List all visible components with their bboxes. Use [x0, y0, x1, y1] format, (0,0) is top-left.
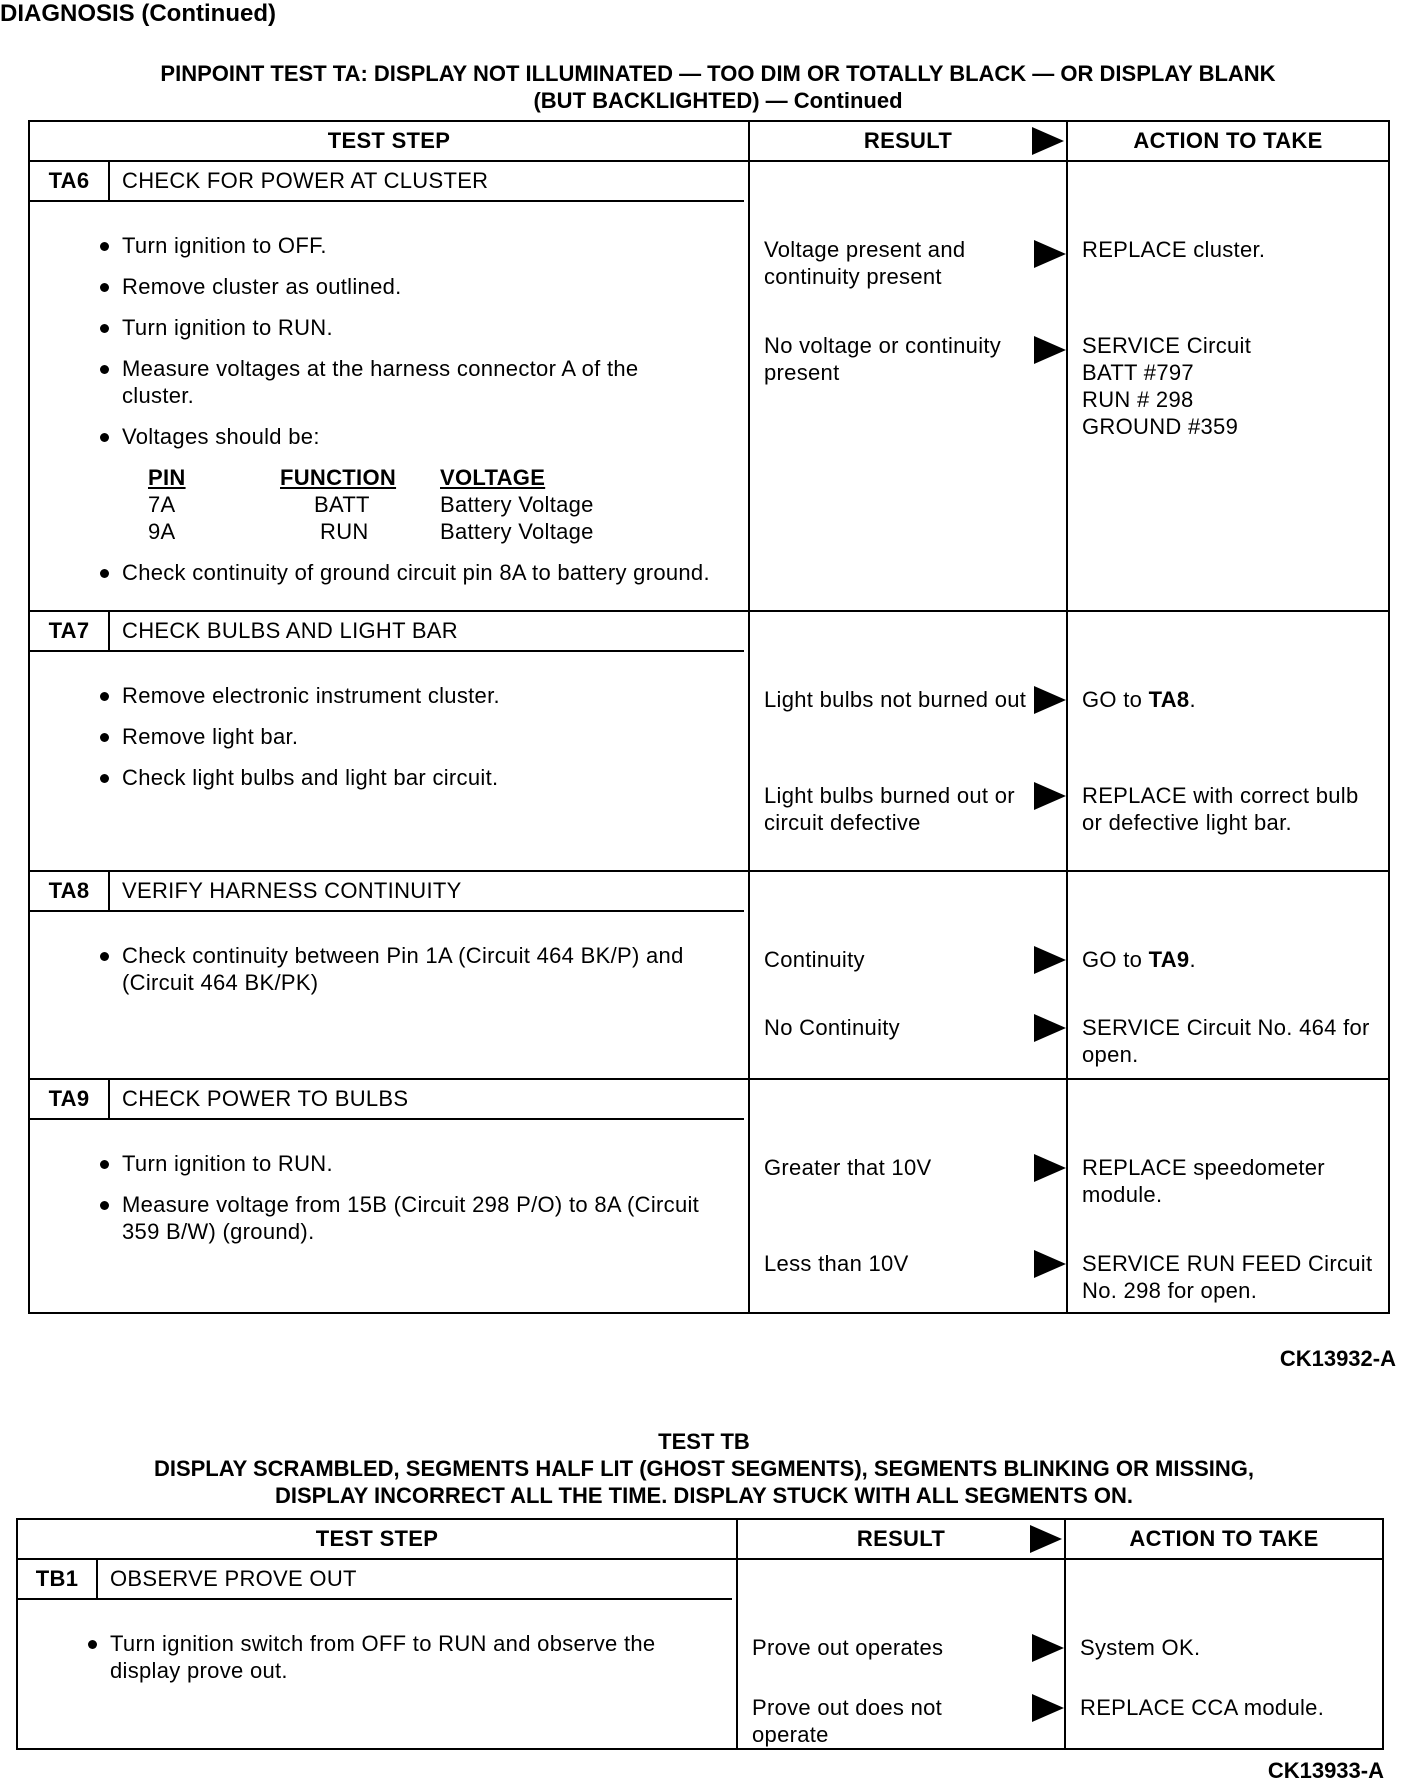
- list-item: Measure voltages at the harness connector A of the cluster.: [122, 355, 734, 409]
- result-text: Light bulbs burned out or circuit defective: [764, 783, 1015, 835]
- arrow-right-icon: [1032, 1694, 1064, 1722]
- action-header: ACTION TO TAKE: [1067, 121, 1389, 161]
- list-item: Check continuity between Pin 1A (Circuit 464 BK/P) and (Circuit 464 BK/PK): [122, 942, 734, 996]
- list-item: Remove electronic instrument cluster.: [122, 682, 734, 709]
- test-step-header: TEST STEP: [17, 1519, 737, 1559]
- action-cell: [1067, 611, 1389, 871]
- list-item: Voltages should be:: [122, 423, 734, 450]
- step-cell: [29, 611, 749, 871]
- list-item: Remove cluster as outlined.: [122, 273, 734, 300]
- step-header: [30, 1080, 744, 1120]
- test-ta-title: [28, 60, 1408, 114]
- step-cell: [17, 1559, 737, 1749]
- action-prefix: GO to: [1082, 687, 1149, 712]
- table-cell: RUN: [320, 519, 369, 544]
- arrow-right-icon: [1034, 1250, 1066, 1278]
- step-bullet-list: [30, 682, 748, 791]
- list-item: Check light bulbs and light bar circuit.: [122, 764, 734, 791]
- step-header: [30, 872, 744, 912]
- action-text: [1082, 686, 1380, 713]
- step-header: [18, 1560, 732, 1600]
- arrow-right-icon: [1034, 1154, 1066, 1182]
- result-text: Less than 10V: [764, 1251, 909, 1276]
- step-id: TA7: [30, 612, 110, 650]
- list-item: Check continuity of ground circuit pin 8A to battery ground.: [122, 559, 734, 586]
- action-cell: [1067, 871, 1389, 1079]
- test-step-row: [29, 611, 1389, 871]
- action-suffix: .: [1189, 947, 1196, 972]
- result-cell: [749, 1079, 1067, 1313]
- test-step-header: TEST STEP: [29, 121, 749, 161]
- action-text: REPLACE speedometer module.: [1082, 1155, 1325, 1207]
- table-cell: Battery Voltage: [440, 492, 594, 517]
- figure-id: CK13932-A: [1279, 1346, 1396, 1371]
- action-text: REPLACE cluster.: [1082, 237, 1266, 262]
- arrow-right-icon: [1032, 1634, 1064, 1662]
- function-column-header: FUNCTION: [280, 465, 397, 490]
- list-item: Remove light bar.: [122, 723, 734, 750]
- result-text: Voltage present and continuity present: [764, 237, 966, 289]
- test-tb-title-line2: DISPLAY SCRAMBLED, SEGMENTS HALF LIT (GHOST SEGMENTS), SEGMENTS BLINKING OR MISSING,: [153, 1456, 1255, 1481]
- test-tb-title: [0, 1428, 1408, 1509]
- test-step-row: [29, 871, 1389, 1079]
- list-item: Turn ignition to RUN.: [122, 314, 734, 341]
- result-cell: [749, 871, 1067, 1079]
- action-line: BATT #797: [1082, 360, 1194, 385]
- step-header: [30, 162, 744, 202]
- action-text: [1082, 946, 1380, 973]
- test-step-row: [29, 161, 1389, 611]
- arrow-right-icon: [1034, 782, 1066, 810]
- result-cell: [737, 1559, 1065, 1749]
- step-id: TB1: [18, 1560, 98, 1598]
- test-step-row: [29, 1079, 1389, 1313]
- step-title: CHECK FOR POWER AT CLUSTER: [122, 168, 489, 193]
- result-text: Prove out operates: [752, 1635, 944, 1660]
- result-header: [737, 1519, 1065, 1559]
- arrow-right-icon: [1034, 336, 1066, 364]
- test-ta-table: [28, 120, 1390, 1314]
- result-text: No Continuity: [764, 1015, 900, 1040]
- voltage-column-header: VOLTAGE: [440, 465, 546, 490]
- test-ta-title-line1: PINPOINT TEST TA: DISPLAY NOT ILLUMINATED — TOO DIM OR TOTALLY BLACK — OR DISPLAY BLANK: [160, 61, 1276, 86]
- step-title: CHECK POWER TO BULBS: [122, 1086, 409, 1111]
- result-header: [749, 121, 1067, 161]
- result-cell: [749, 611, 1067, 871]
- result-cell: [749, 161, 1067, 611]
- table-cell: 9A: [148, 519, 176, 544]
- arrow-right-icon: [1034, 686, 1066, 714]
- arrow-right-icon: [1034, 240, 1066, 268]
- table-cell: BATT: [314, 492, 370, 517]
- result-text: Prove out does not operate: [752, 1695, 943, 1747]
- test-tb-table: [16, 1518, 1384, 1750]
- pin-voltage-table: [148, 464, 594, 545]
- action-prefix: GO to: [1082, 947, 1149, 972]
- step-title: VERIFY HARNESS CONTINUITY: [122, 878, 462, 903]
- table-cell: Battery Voltage: [440, 519, 594, 544]
- action-header: ACTION TO TAKE: [1065, 1519, 1383, 1559]
- action-cell: [1065, 1559, 1383, 1749]
- list-item: Turn ignition to OFF.: [122, 232, 734, 259]
- action-text: SERVICE RUN FEED Circuit No. 298 for open.: [1082, 1251, 1373, 1303]
- list-item: Measure voltage from 15B (Circuit 298 P/O) to 8A (Circuit 359 B/W) (ground).: [122, 1191, 734, 1245]
- step-reference-link[interactable]: TA9: [1148, 947, 1190, 972]
- step-id: TA9: [30, 1080, 110, 1118]
- test-ta-title-line2: (BUT BACKLIGHTED) — Continued: [533, 88, 903, 113]
- test-step-row: [17, 1559, 1383, 1749]
- table-row: [148, 491, 594, 518]
- table-row: [148, 518, 594, 545]
- result-text: No voltage or continuity present: [764, 333, 1002, 385]
- list-item: Turn ignition to RUN.: [122, 1150, 734, 1177]
- step-cell: [29, 161, 749, 611]
- result-text: Continuity: [764, 947, 865, 972]
- step-bullet-list: [18, 1630, 736, 1684]
- step-bullet-list: [30, 559, 748, 586]
- figure-id: CK13933-A: [1267, 1758, 1384, 1783]
- result-text: Greater that 10V: [764, 1155, 932, 1180]
- page-header: DIAGNOSIS (Continued): [0, 0, 276, 27]
- arrow-right-icon: [1030, 1525, 1062, 1553]
- action-suffix: .: [1189, 687, 1196, 712]
- step-reference-link[interactable]: TA8: [1148, 687, 1190, 712]
- step-header: [30, 612, 744, 652]
- action-text: REPLACE with correct bulb or defective light bar.: [1082, 783, 1359, 835]
- arrow-right-icon: [1032, 127, 1064, 155]
- step-id: TA8: [30, 872, 110, 910]
- list-item: Turn ignition switch from OFF to RUN and observe the display prove out.: [110, 1630, 722, 1684]
- pin-column-header: PIN: [148, 465, 186, 490]
- arrow-right-icon: [1034, 946, 1066, 974]
- step-id: TA6: [30, 162, 110, 200]
- test-tb-title-line3: DISPLAY INCORRECT ALL THE TIME. DISPLAY STUCK WITH ALL SEGMENTS ON.: [274, 1483, 1134, 1508]
- action-line: RUN # 298: [1082, 387, 1194, 412]
- step-cell: [29, 1079, 749, 1313]
- step-title: OBSERVE PROVE OUT: [110, 1566, 357, 1591]
- action-line: GROUND #359: [1082, 414, 1239, 439]
- result-text: Light bulbs not burned out: [764, 687, 1027, 712]
- action-text: [1082, 332, 1380, 440]
- action-line: SERVICE Circuit: [1082, 333, 1252, 358]
- action-cell: [1067, 161, 1389, 611]
- arrow-right-icon: [1034, 1014, 1066, 1042]
- step-bullet-list: [30, 1150, 748, 1245]
- action-text: REPLACE CCA module.: [1080, 1695, 1325, 1720]
- action-text: SERVICE Circuit No. 464 for open.: [1082, 1015, 1370, 1067]
- action-cell: [1067, 1079, 1389, 1313]
- result-header-label: RESULT: [863, 128, 953, 153]
- step-bullet-list: [30, 232, 748, 450]
- table-cell: 7A: [148, 492, 176, 517]
- step-cell: [29, 871, 749, 1079]
- step-title: CHECK BULBS AND LIGHT BAR: [122, 618, 458, 643]
- result-header-label: RESULT: [856, 1526, 946, 1551]
- action-text: System OK.: [1080, 1635, 1201, 1660]
- step-bullet-list: [30, 942, 748, 996]
- test-tb-title-line1: TEST TB: [658, 1429, 750, 1454]
